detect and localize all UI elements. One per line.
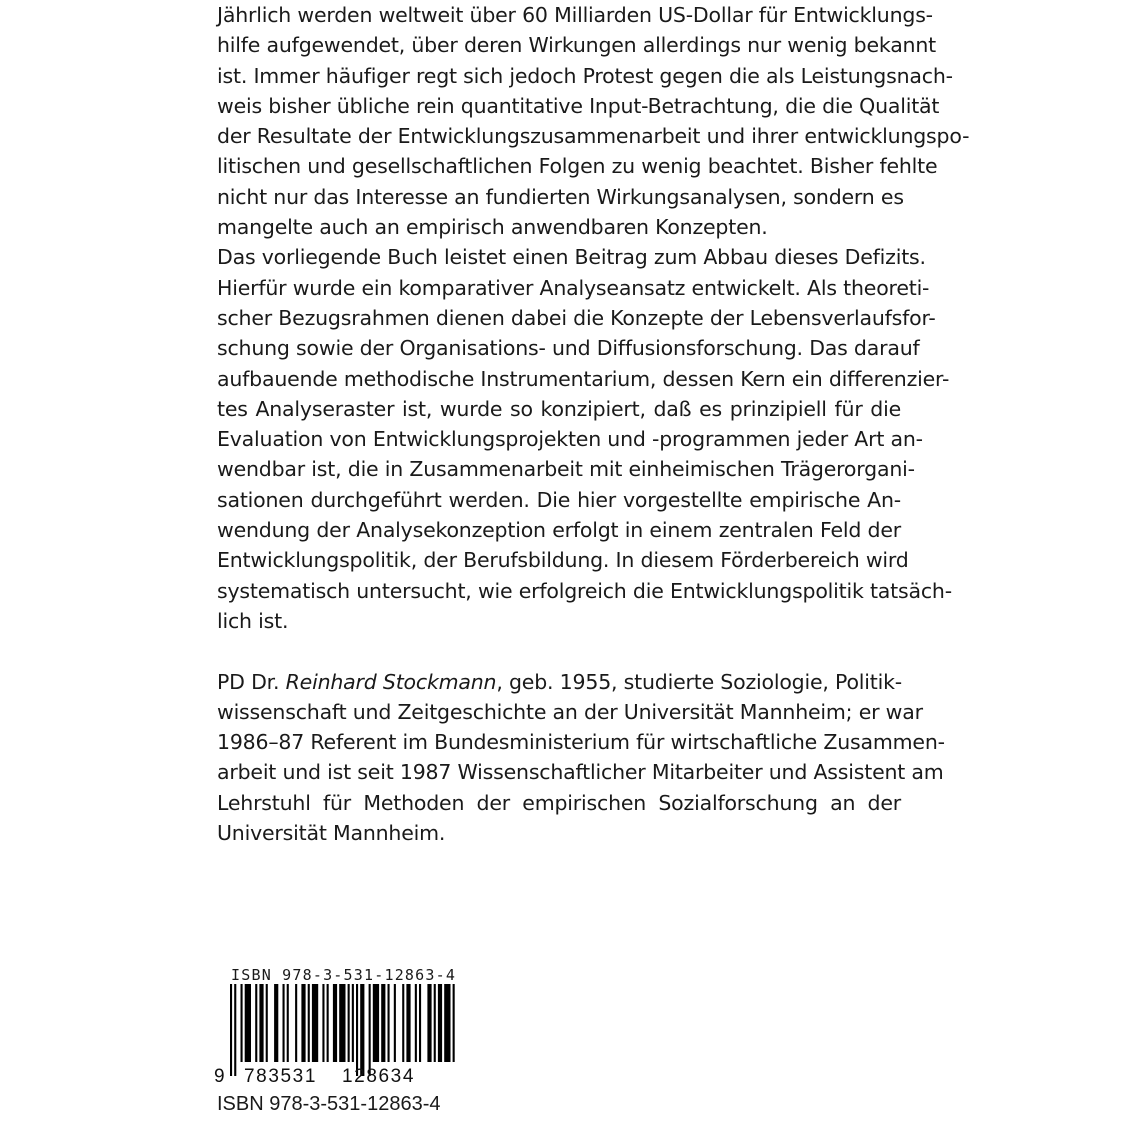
text-line: sationen durchgeführt werden. Die hier vorgestellte empirische An- [217,487,901,512]
barcode-bar [322,984,324,1062]
barcode-bar [266,984,268,1062]
barcode-bar [438,984,442,1062]
barcode-bars [230,984,455,1076]
barcode-bar [308,984,310,1062]
barcode-bar [402,984,404,1062]
text-line: aufbauende methodische Instrumentarium, dessen Kern ein differenzier- [217,366,950,391]
author-name: Reinhard Stockmann [285,669,497,694]
author-bio-line [217,667,901,697]
barcode-bar [259,984,263,1062]
barcode-bar [287,984,289,1062]
text-line: der Resultate der Entwicklungszusammenarbeit und ihrer entwicklungspo- [217,124,970,149]
barcode-isbn-label: ISBN 978-3-531-12863-4 [231,966,457,984]
barcode-bar [406,984,410,1062]
barcode-bar [434,984,436,1062]
blurb-text [217,0,970,848]
text-line: scher Bezugsrahmen dienen dabei die Konzepte der Lebensverlaufsfor- [217,305,936,330]
text-line: nicht nur das Interesse an fundierten Wirkungsanalysen, sondern es [217,184,904,209]
barcode-bar [373,984,379,1062]
barcode-bar [295,984,297,1062]
text-line: mangelte auch an empirisch anwendbaren Konzepten. [217,215,768,240]
barcode-right-digits: 128634 [342,1066,416,1084]
barcode-bar [348,984,350,1062]
text-line: Das vorliegende Buch leistet einen Beitrag zum Abbau dieses Defizits. [217,245,926,270]
barcode-bar [230,984,232,1076]
barcode-bar [356,984,358,1076]
text-line: arbeit und ist seit 1987 Wissenschaftlicher Mitarbeiter und Assistent am [217,760,944,785]
barcode-bar [369,984,371,1076]
barcode-bar [234,984,236,1076]
author-bio [217,667,945,849]
barcode-bar [333,984,337,1062]
text-line: ist. Immer häufiger regt sich jedoch Protest gegen die als Leistungsnach- [217,63,953,88]
text-line: Hierfür wurde ein komparativer Analyseansatz entwickelt. Als theoreti- [217,275,930,300]
text-line: wendbar ist, die in Zusammenarbeit mit einheimischen Trägerorgani- [217,457,915,482]
text-line: lich ist. [217,608,289,633]
text-line: Evaluation von Entwicklungsprojekten und -programmen jeder Art an- [217,427,923,452]
barcode-bar [274,984,278,1062]
barcode-bar [255,984,257,1062]
text-line: Lehrstuhl für Methoden der empirischen Sozialforschung an der [217,790,901,815]
barcode-bar [415,984,417,1062]
blurb-paragraph-2 [217,242,952,636]
barcode-bar [419,984,421,1062]
text-line: systematisch untersucht, wie erfolgreich die Entwicklungspolitik tatsäch- [217,578,952,603]
text-line: schung sowie der Organisations- und Diffusionsforschung. Das darauf [217,336,920,361]
barcode-bar [312,984,318,1062]
barcode-bar [453,984,455,1062]
barcode-bar [388,984,390,1062]
text-line: weis bisher übliche rein quantitative Input-Betrachtung, die die Qualität [217,93,940,118]
text-line: wissenschaft und Zeitgeschichte an der Universität Mannheim; er war [217,699,923,724]
text-line: litischen und gesellschaftlichen Folgen zu wenig beachtet. Bisher fehlte [217,154,938,179]
text-line: Universität Mannheim. [217,821,446,846]
barcode-bar [339,984,345,1062]
author-bio-lines [217,697,945,848]
blurb-paragraph-1 [217,0,970,242]
barcode-bar [381,984,385,1062]
text-line: hilfe aufgewendet, über deren Wirkungen allerdings nur wenig bekannt [217,33,936,58]
barcode-bar [245,984,251,1062]
barcode-bar [283,984,285,1062]
text-line: wendung der Analysekonzeption erfolgt in einem zentralen Feld der [217,518,901,543]
text-line: 1986–87 Referent im Bundesministerium für wirtschaftliche Zusammen- [217,730,945,755]
isbn-text: ISBN 978-3-531-12863-4 [217,1093,441,1115]
text-line: tes Analyseraster ist, wurde so konzipiert, daß es prinzipiell für die [217,396,901,421]
barcode-bar [360,984,364,1076]
barcode-bar [301,984,305,1062]
barcode-bar [352,984,354,1062]
barcode-bar [327,984,329,1062]
text-line: Entwicklungspolitik, der Berufsbildung. In diesem Förderbereich wird [217,548,909,573]
barcode-bar [394,984,396,1062]
author-prefix: PD Dr. [217,669,280,694]
text-line: Jährlich werden weltweit über 60 Milliarden US-Dollar für Entwicklungs- [217,3,933,27]
barcode-bar [444,984,450,1062]
isbn-barcode [214,984,464,1084]
barcode-bar [427,984,431,1062]
author-bio-line-1-rest: , geb. 1955, studierte Soziologie, Politik- [496,669,903,694]
barcode-left-digits: 783531 [244,1066,318,1084]
barcode-first-digit: 9 [214,1066,225,1084]
barcode-bar [241,984,243,1062]
